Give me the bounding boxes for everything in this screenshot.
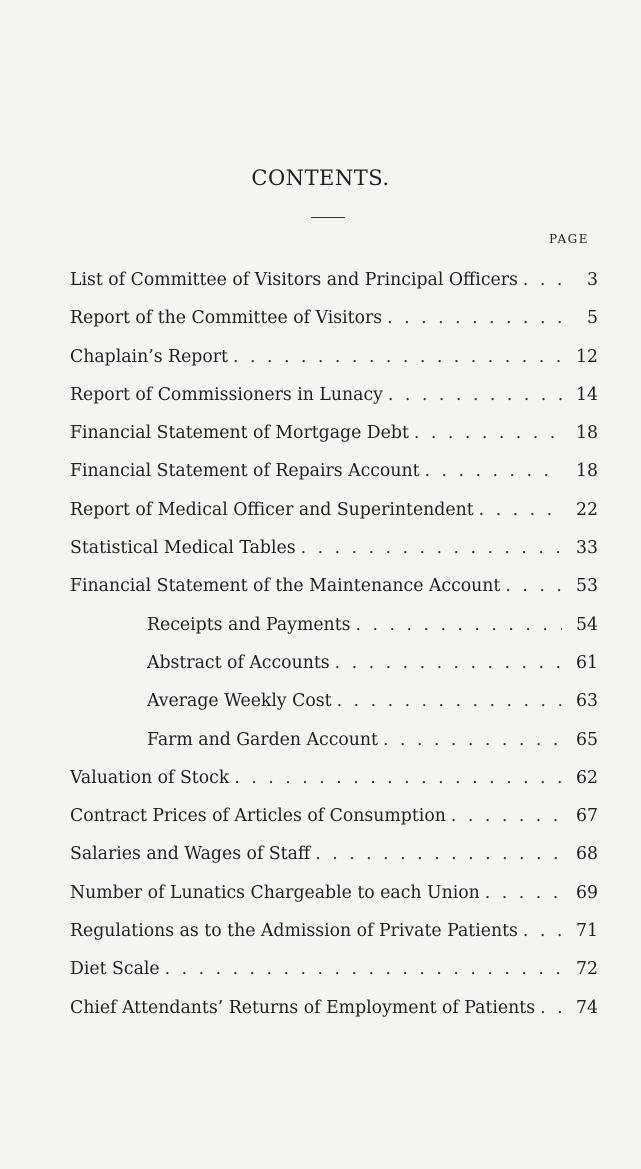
dot-leader	[425, 461, 562, 481]
contents-entry	[70, 576, 598, 614]
entry-page-number: 53	[576, 576, 598, 597]
entry-page-number: 3	[587, 270, 598, 290]
dot-leader	[335, 653, 562, 673]
entry-label: Valuation of Stock	[70, 767, 230, 788]
contents-entry	[70, 921, 598, 959]
entry-page-number: 18	[576, 461, 598, 482]
entry-page-number: 68	[576, 844, 598, 865]
contents-entry	[70, 768, 598, 806]
entry-page-number: 14	[576, 384, 598, 405]
entry-label: Chaplain’s Report	[70, 346, 228, 367]
title-divider	[311, 217, 345, 218]
contents-entry	[70, 461, 598, 499]
entry-page-number: 5	[587, 308, 598, 329]
contents-entry	[70, 347, 598, 385]
entry-label: Report of Commissioners in Lunacy	[70, 384, 383, 405]
entry-label: Receipts and Payments	[147, 614, 351, 635]
dot-leader	[337, 691, 562, 711]
entry-page-number: 74	[576, 997, 598, 1018]
entry-page-number: 54	[576, 614, 598, 635]
entry-page-number: 72	[576, 959, 598, 980]
dot-leader	[485, 883, 562, 903]
contents-entry	[70, 653, 598, 691]
entry-page-number: 18	[576, 423, 598, 444]
dot-leader	[383, 730, 562, 750]
entry-label: Financial Statement of Repairs Account	[70, 461, 420, 482]
page-column-header: PAGE	[549, 232, 589, 246]
contents-entry	[70, 806, 598, 844]
entry-label: Diet Scale	[70, 959, 160, 980]
entry-label: Report of Medical Officer and Superintendent	[70, 499, 474, 520]
entry-page-number: 67	[576, 806, 598, 827]
contents-entry	[70, 730, 598, 768]
entry-page-number: 71	[576, 921, 598, 942]
entry-label: Farm and Garden Account	[147, 729, 378, 750]
entry-page-number: 33	[576, 538, 598, 559]
entry-label: Statistical Medical Tables	[70, 538, 296, 559]
entry-label: Regulations as to the Admission of Private Patients	[70, 921, 518, 942]
entry-page-number: 22	[576, 499, 598, 520]
entry-label: Salaries and Wages of Staff	[70, 844, 311, 865]
entry-label: Contract Prices of Articles of Consumption	[70, 806, 446, 827]
entry-label: List of Committee of Visitors and Principal Officers	[70, 270, 518, 290]
dot-leader	[356, 615, 562, 635]
contents-entry	[70, 270, 598, 308]
entry-label: Financial Statement of the Maintenance Account	[70, 576, 501, 597]
contents-entry	[70, 538, 598, 576]
entry-page-number: 69	[576, 882, 598, 903]
entry-page-number: 62	[576, 767, 598, 788]
dot-leader	[523, 921, 562, 941]
dot-leader	[234, 768, 562, 788]
contents-entry	[70, 691, 598, 729]
entry-label: Number of Lunatics Chargeable to each Union	[70, 882, 480, 903]
entry-label: Abstract of Accounts	[147, 652, 330, 673]
entry-label: Average Weekly Cost	[147, 691, 332, 712]
dot-leader	[523, 270, 562, 290]
contents-entry	[70, 844, 598, 882]
entry-page-number: 12	[576, 346, 598, 367]
entry-page-number: 63	[576, 691, 598, 712]
entry-page-number: 65	[576, 729, 598, 750]
contents-entry	[70, 423, 598, 461]
contents-list	[70, 270, 598, 1036]
dot-leader	[233, 347, 562, 367]
dot-leader	[540, 998, 562, 1018]
dot-leader	[479, 500, 562, 520]
entry-label: Financial Statement of Mortgage Debt	[70, 423, 409, 444]
dot-leader	[414, 423, 562, 443]
contents-entry	[70, 615, 598, 653]
entry-label: Report of the Committee of Visitors	[70, 308, 383, 329]
entry-label: Chief Attendants’ Returns of Employment of Patients	[70, 997, 536, 1018]
contents-entry	[70, 998, 598, 1036]
contents-entry	[70, 308, 598, 346]
dot-leader	[387, 308, 562, 328]
contents-entry	[70, 500, 598, 538]
dot-leader	[505, 576, 562, 596]
contents-entry	[70, 385, 598, 423]
dot-leader	[301, 538, 562, 558]
contents-entry	[70, 883, 598, 921]
dot-leader	[165, 959, 562, 979]
page-title: CONTENTS.	[251, 166, 390, 190]
contents-entry	[70, 959, 598, 997]
dot-leader	[388, 385, 562, 405]
dot-leader	[315, 844, 562, 864]
dot-leader	[451, 806, 562, 826]
entry-page-number: 61	[576, 652, 598, 673]
